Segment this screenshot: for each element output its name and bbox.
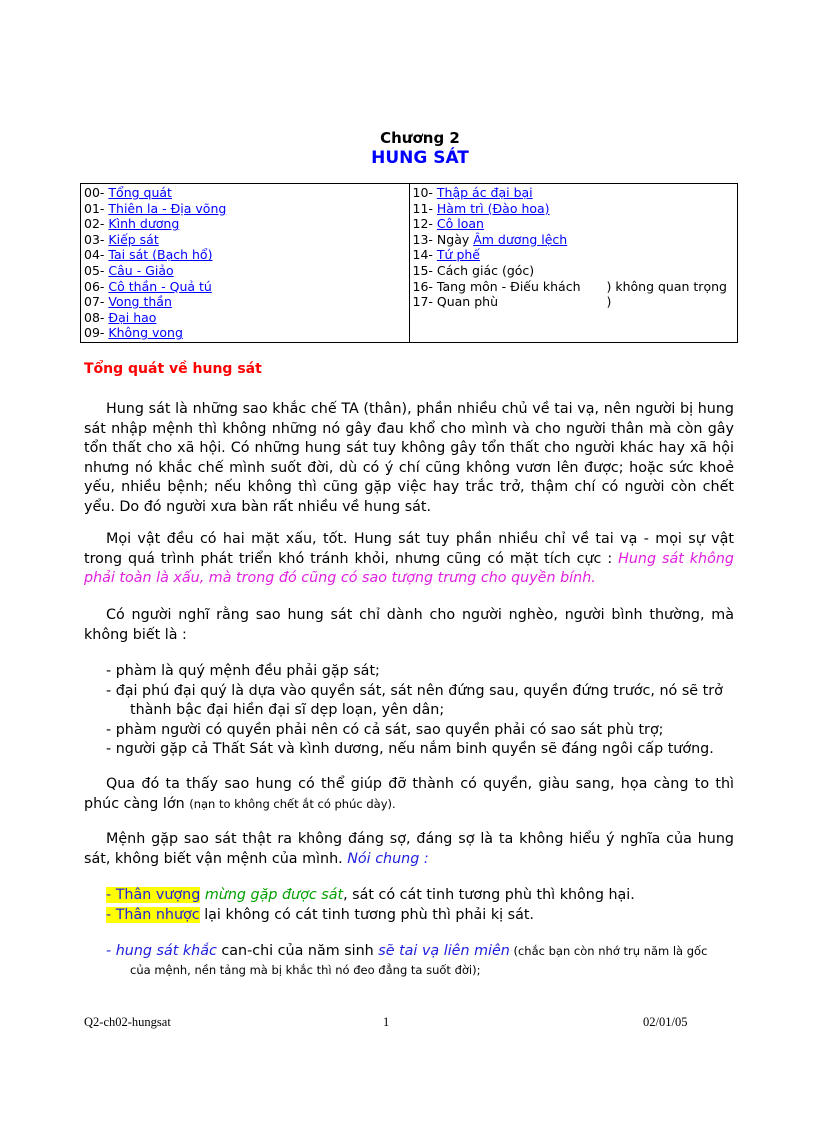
toc-item: 08- Đại hao (84, 309, 157, 325)
toc-link[interactable]: Tai sát (Bạch hổ) (108, 247, 213, 263)
list-item: - phàm là quý mệnh đều phải gặp sát; (106, 663, 380, 679)
toc-item: 17- Quan phù ) (412, 294, 612, 310)
toc-item: 13- Ngày Âm dương lệch (412, 231, 568, 247)
chapter-label: Chương 2 (380, 129, 460, 147)
paragraph: Có người nghĩ rằng sao hung sát chỉ dành cho người nghèo, người bình thường, mà không biết là : (84, 607, 734, 643)
paragraph: Mệnh gặp sao sát thật ra không đáng sợ, đáng sợ là ta không hiểu ý nghĩa của hung sát, không biết vận mệnh của mình. Nói chung : (84, 831, 734, 867)
toc-item: 12- Cô loan (412, 216, 484, 232)
bullet-list (106, 662, 746, 760)
toc-item: 11- Hàm trì (Đào hoa) (412, 200, 550, 216)
list-item-continuation: thành bậc đại hiền đại sĩ dẹp loạn, yên dân; (130, 702, 445, 718)
toc-link[interactable]: Thập ác đại bại (436, 185, 533, 200)
toc-item: 06- Cô thần - Quả tú (84, 278, 212, 294)
list-item-continuation: của mệnh, nền tảng mà bị khắc thì nó đeo đẳng ta suốt đời); (130, 962, 481, 977)
toc-item: 00- Tổng quát (84, 185, 172, 200)
list-item: - Thân vượng mừng gặp được sát, sát có cát tinh tương phù thì không hại. (106, 887, 635, 903)
toc-link[interactable]: Âm dương lệch (473, 231, 568, 247)
toc-item: 16- Tang môn - Điếu khách ) không quan trọng (412, 278, 727, 294)
toc-item: 02- Kình dương (84, 216, 180, 232)
toc-link[interactable]: Tứ phế (436, 247, 480, 263)
toc-link[interactable]: Vong thần (108, 294, 172, 310)
closing-note (106, 942, 736, 979)
footer-page-number: 1 (383, 1015, 390, 1029)
toc-item: 09- Không vong (84, 325, 183, 341)
toc-link[interactable]: Đại hao (108, 309, 157, 325)
table-of-contents (80, 183, 738, 343)
footer-date: 02/01/05 (643, 1015, 688, 1029)
toc-item: 07- Vong thần (84, 294, 172, 310)
toc-link[interactable]: Cô thần - Quả tú (108, 278, 212, 294)
page-title: HUNG SÁT (371, 148, 469, 168)
list-item: - đại phú đại quý là dựa vào quyền sát, sát nên đứng sau, quyền đứng trước, nó sẽ trở (106, 682, 723, 699)
toc-right-column (409, 184, 738, 343)
toc-left-column (81, 184, 410, 343)
paragraph: Qua đó ta thấy sao hung có thể giúp đỡ thành có quyền, giàu sang, họa càng to thì phúc càng lớn (nạn to không chết ắt có phúc dày). (84, 776, 734, 812)
toc-link[interactable]: Không vong (108, 325, 183, 341)
toc-item: 15- Cách giác (góc) (412, 262, 535, 278)
toc-link[interactable]: Cô loan (436, 216, 484, 232)
toc-link[interactable]: Thiên la - Địa võng (108, 200, 227, 216)
paragraph: Hung sát là những sao khắc chế TA (thân), phần nhiều chủ về tai vạ, nên người bị hung sát nhập mệnh thì không những nó gây đau khổ cho mình và cho người thân mà còn gây tổn thất cho xã hội. Có những hung sát tuy không gây tổn thất cho người khác hay xã hội nhưng nó khắc chế mình suốt đời, dù có ý chí cũng không vươn lên được; hoặc sức khoẻ yếu, nhiều bệnh; nếu không thì cũng gặp việc hay trắc trở, thậm chí có người còn chết yểu. Do đó người xưa bàn rất nhiều về hung sát. (84, 401, 734, 515)
toc-link[interactable]: Kình dương (108, 216, 180, 232)
toc-item: 03- Kiếp sát (84, 231, 159, 247)
toc-link[interactable]: Hàm trì (Đào hoa) (436, 200, 550, 216)
toc-item: 10- Thập ác đại bại (412, 185, 533, 200)
list-item: - phàm người có quyền phải nên có cả sát, sao quyền phải có sao sát phù trợ; (106, 721, 664, 738)
toc-link[interactable]: Câu - Giảo (108, 262, 174, 278)
section-heading: Tổng quát về hung sát (84, 361, 262, 377)
footer-filename: Q2-ch02-hungsat (84, 1015, 171, 1029)
toc-item: 14- Tứ phế (412, 247, 480, 263)
toc-item: 01- Thiên la - Địa võng (84, 200, 227, 216)
list-item: - người gặp cả Thất Sát và kình dương, nếu nắm binh quyền sẽ đáng ngôi cấp tướng. (106, 741, 714, 757)
list-item: - Thân nhược lại không có cát tinh tương phù thì phải kị sát. (106, 906, 534, 923)
toc-item: 05- Câu - Giảo (84, 262, 174, 278)
list-item: - hung sát khắc can-chi của năm sinh sẽ tai vạ liên miên (chắc bạn còn nhớ trụ năm là gốc (106, 943, 708, 959)
highlight-list (106, 886, 746, 925)
toc-link[interactable]: Kiếp sát (108, 231, 159, 247)
toc-item: 04- Tai sát (Bạch hổ) (84, 247, 213, 263)
paragraph: Mọi vật đều có hai mặt xấu, tốt. Hung sát tuy phần nhiều chỉ về tai vạ - mọi sự vật trong quá trình phát triển khó tránh khỏi, nhưng cũng có mặt tích cực : Hung sát không phải toàn là xấu, mà trong đó cũng có sao tượng trưng cho quyền bính. (84, 531, 735, 586)
toc-link[interactable]: Tổng quát (108, 185, 172, 200)
